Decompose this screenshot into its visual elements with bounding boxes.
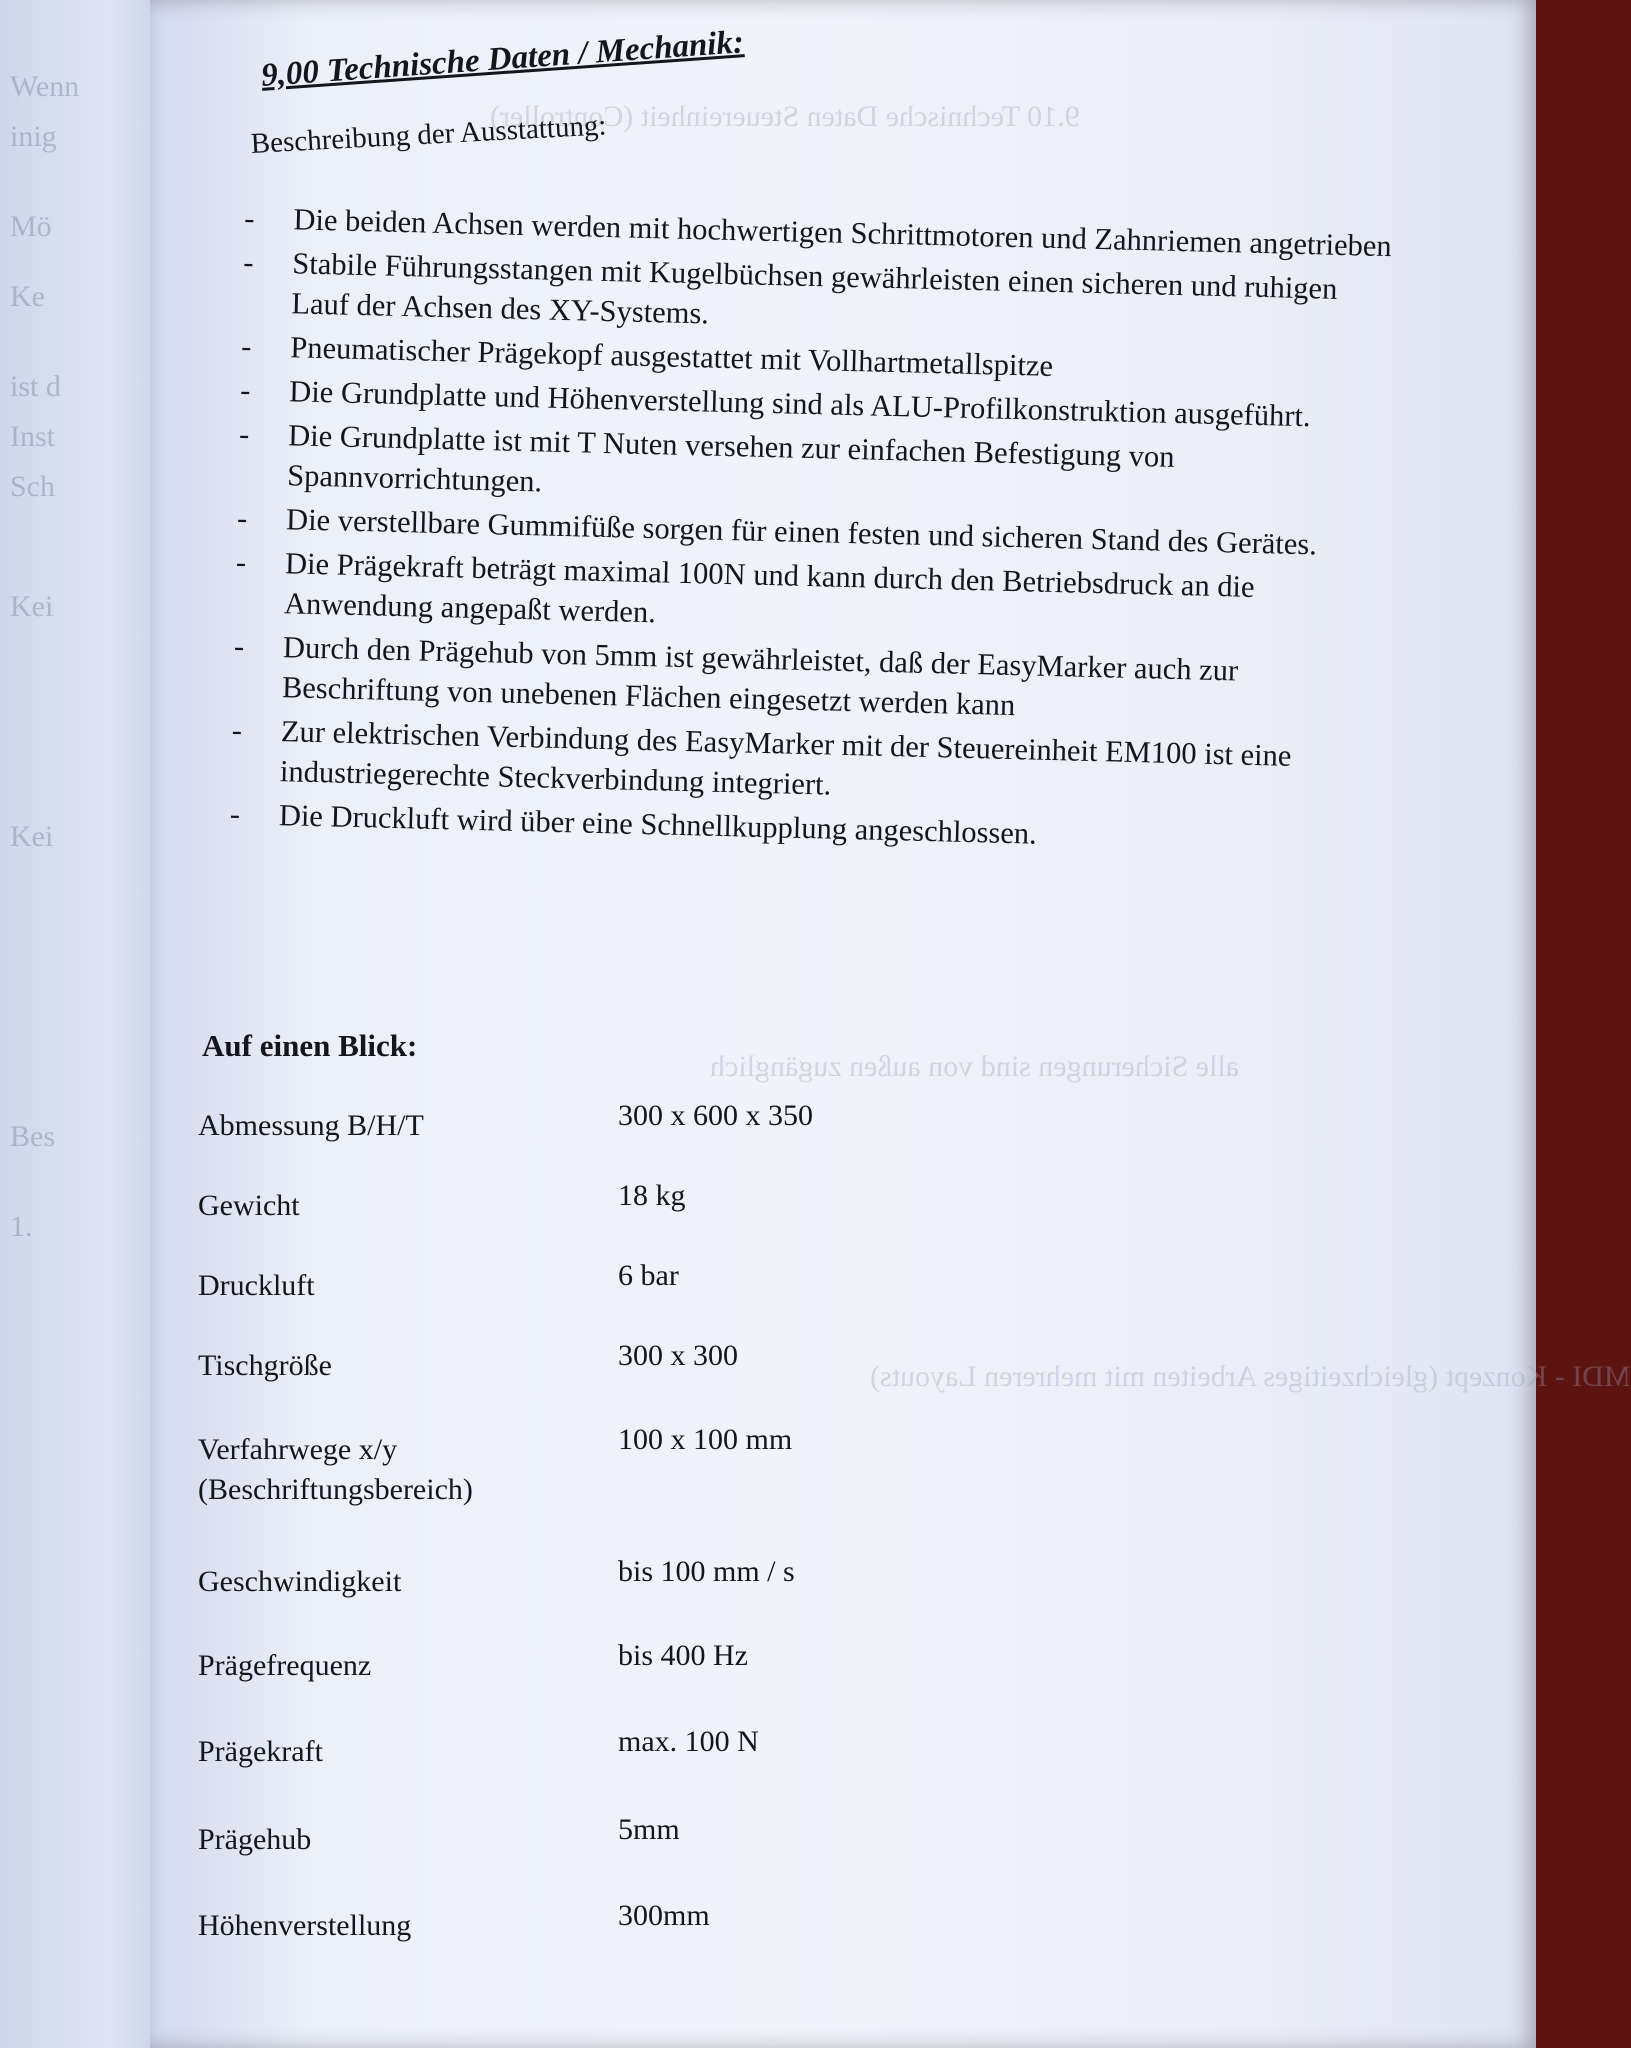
section-heading: 9,00 Technische Daten / Mechanik:	[260, 24, 746, 94]
spec-label: Tischgröße	[198, 1349, 332, 1382]
bleed-through-text: MDI - Konzept (gleichzeitiges Arbeiten mit mehreren Layouts)	[870, 1360, 1631, 1393]
list-item-text: Pneumatischer Prägekopf ausgestattet mit Vollhartmetallspitze	[289, 330, 1054, 383]
page-content	[150, 0, 1536, 2048]
spec-value: 100 x 100 mm	[618, 1423, 793, 1456]
spec-label: Abmessung B/H/T	[198, 1109, 424, 1142]
bullet-marker: -	[229, 796, 241, 832]
bullet-marker: -	[236, 501, 248, 536]
bullet-marker: -	[233, 628, 245, 664]
spec-label: Geschwindigkeit	[198, 1565, 402, 1598]
spec-label: Druckluft	[198, 1269, 315, 1302]
spec-label: Höhenverstellung	[198, 1909, 412, 1942]
list-item-text: Zur elektrischen Verbindung des EasyMarker mit der Steuereinheit EM100 ist eine industriegerechte Steckverbindung integriert.	[279, 714, 1292, 802]
document-page	[150, 0, 1631, 2048]
adjacent-page-text: Kei	[10, 820, 54, 853]
bleed-through-text: alle Sicherungen sind von außen zugänglich	[710, 1050, 1240, 1083]
spec-value: bis 400 Hz	[618, 1639, 748, 1672]
adjacent-page-text: Mö	[10, 210, 52, 243]
bullet-marker: -	[244, 201, 256, 236]
adjacent-page-text: Ke	[10, 280, 45, 313]
adjacent-page-text: Inst	[10, 420, 55, 453]
spec-value: 18 kg	[618, 1179, 686, 1212]
spec-label: Verfahrwege x/y (Beschriftungsbereich)	[198, 1433, 473, 1506]
spec-value: 300mm	[618, 1899, 710, 1932]
spec-value: 5mm	[618, 1813, 680, 1846]
adjacent-page-text: Wenn	[10, 70, 80, 103]
feature-list	[224, 198, 1399, 866]
section-subheading: Beschreibung der Ausstattung:	[250, 109, 608, 160]
list-item-text: Die Prägekraft beträgt maximal 100N und kann durch den Betriebsdruck an die Anwendung angepaßt werden.	[283, 546, 1255, 630]
list-item-text: Die Druckluft wird über eine Schnellkupplung angeschlossen.	[278, 798, 1038, 851]
adjacent-page-text: Bes	[10, 1120, 55, 1153]
bullet-marker: -	[240, 329, 252, 364]
bullet-marker: -	[242, 245, 254, 280]
spec-label: Gewicht	[198, 1189, 300, 1222]
spec-label: Prägehub	[198, 1823, 312, 1856]
bleed-through-text: 9.10 Technische Daten Steuereinheit (Controller)	[490, 100, 1080, 133]
bullet-marker: -	[239, 373, 251, 408]
adjacent-page-text: 1.	[10, 1210, 33, 1243]
adjacent-page-text: Kei	[10, 590, 54, 623]
bullet-marker: -	[238, 417, 250, 452]
spec-value: 300 x 300	[618, 1339, 738, 1372]
spec-label: Prägekraft	[198, 1735, 323, 1768]
spec-value: 6 bar	[618, 1259, 679, 1292]
adjacent-page-text: inig	[10, 120, 57, 153]
spec-value: max. 100 N	[618, 1725, 759, 1758]
list-item-text: Die verstellbare Gummifüße sorgen für einen festen und sicheren Stand des Gerätes.	[285, 502, 1318, 562]
spec-label: Prägefrequenz	[198, 1649, 372, 1682]
bullet-marker: -	[235, 545, 247, 580]
spec-value: bis 100 mm / s	[618, 1555, 795, 1588]
adjacent-page-text: ist d	[10, 370, 61, 403]
glance-heading: Auf einen Blick:	[202, 1028, 418, 1063]
list-item-text: Durch den Prägehub von 5mm ist gewährleistet, daß der EasyMarker auch zur Beschriftung von unebenen Flächen eingesetzt werden kann	[281, 630, 1239, 723]
list-item-text: Die Grundplatte ist mit T Nuten versehen zur einfachen Befestigung von Spannvorrichtungen.	[286, 418, 1175, 499]
list-item-text: Stabile Führungsstangen mit Kugelbüchsen gewährleisten einen sicheren und ruhigen Lauf der Achsen des XY-Systems.	[291, 246, 1338, 331]
list-item-text: Die beiden Achsen werden mit hochwertigen Schrittmotoren und Zahnriemen angetrieben	[293, 202, 1393, 264]
spec-value: 300 x 600 x 350	[618, 1099, 813, 1132]
adjacent-page-text: Sch	[10, 470, 55, 503]
bullet-marker: -	[231, 712, 243, 748]
list-item-text: Die Grundplatte und Höhenverstellung sind als ALU-Profilkonstruktion ausgeführt.	[288, 374, 1311, 434]
